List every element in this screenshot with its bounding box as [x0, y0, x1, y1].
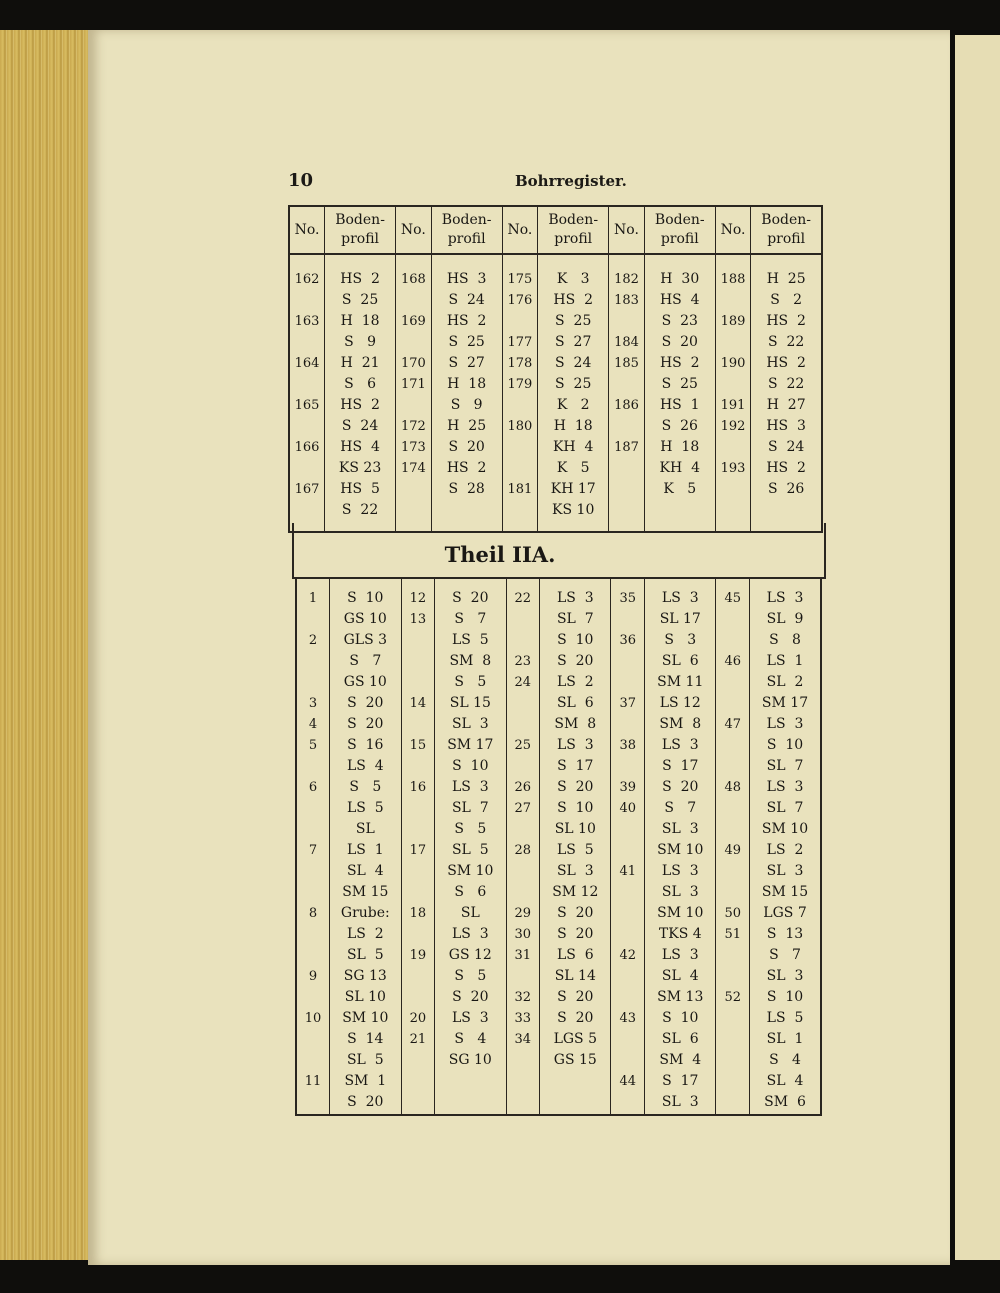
page-number: 10 — [288, 170, 314, 191]
borehole-table-bottom — [295, 578, 822, 1116]
borehole-numbers: 182 183 184 185 186 187 — [609, 254, 645, 532]
col-header-no: No. — [289, 206, 325, 254]
col-header-no: No. — [502, 206, 538, 254]
soil-profiles: LS 3 SL 17 S 3 SL 6 SM 11 LS 12 SM 8 LS 3 S 17 S 20 S 7 SL 3 SM 10 LS 3 SL 3 SM 10 TKS 4 LS 3 SL 4 SM 13 S 10 SL 6 SM 4 S 17 SL 3 — [645, 578, 716, 1115]
col-header-no: No. — [715, 206, 751, 254]
soil-profiles: S 20 S 7 LS 5 SM 8 S 5 SL 15 SL 3 SM 17 S 10 LS 3 SL 7 S 5 SL 5 SM 10 S 6 SL LS 3 GS 12 S 5 S 20 LS 3 S 4 SG 10 — [435, 578, 506, 1115]
table-body-row — [296, 578, 821, 1115]
borehole-numbers: 12 13 14 15 16 17 18 19 20 21 — [401, 578, 435, 1115]
facing-page-edge — [955, 35, 1000, 1260]
borehole-numbers: 168 169 170 171 172 173 174 — [396, 254, 432, 532]
borehole-numbers: 188 189 190 191 192 193 — [715, 254, 751, 532]
soil-profiles: LS 3 SL 7 S 10 S 20 LS 2 SL 6 SM 8 LS 3 S 17 S 20 S 10 SL 10 LS 5 SL 3 SM 12 S 20 S 20 LS 6 SL 14 S 20 S 20 LGS 5 GS 15 — [540, 578, 611, 1115]
borehole-numbers: 22 23 24 25 26 27 28 29 30 31 32 33 34 — [506, 578, 540, 1115]
soil-profiles: HS 3 S 24 HS 2 S 25 S 27 H 18 S 9 H 25 S 20 HS 2 S 28 — [431, 254, 502, 532]
soil-profiles: K 3 HS 2 S 25 S 27 S 24 S 25 K 2 H 18 KH 4 K 5 KH 17 KS 10 — [538, 254, 609, 532]
col-header-profile: Boden- profil — [751, 206, 822, 254]
book-page-edges — [0, 30, 95, 1260]
soil-profiles: LS 3 SL 9 S 8 LS 1 SL 2 SM 17 LS 3 S 10 SL 7 LS 3 SL 7 SM 10 LS 2 SL 3 SM 15 LGS 7 S 13 S 7 SL 3 S 10 LS 5 SL 1 S 4 SL 4 SM 6 — [750, 578, 821, 1115]
borehole-numbers: 1 2 3 4 5 6 7 8 9 10 11 — [296, 578, 330, 1115]
table-header-row — [289, 206, 822, 254]
borehole-numbers: 35 36 37 38 39 40 41 42 43 44 — [611, 578, 645, 1115]
soil-profiles: S 10 GS 10 GLS 3 S 7 GS 10 S 20 S 20 S 16 LS 4 S 5 LS 5 SL LS 1 SL 4 SM 15 Grube: LS 2 SL 5 SG 13 SL 10 SM 10 S 14 SL 5 SM 1 S 20 — [330, 578, 401, 1115]
soil-profiles: HS 2 S 25 H 18 S 9 H 21 S 6 HS 2 S 24 HS 4 KS 23 HS 5 S 22 — [325, 254, 396, 532]
soil-profiles: H 25 S 2 HS 2 S 22 HS 2 S 22 H 27 HS 3 S 24 HS 2 S 26 — [751, 254, 822, 532]
borehole-numbers: 175 176 177 178 179 180 181 — [502, 254, 538, 532]
col-header-no: No. — [609, 206, 645, 254]
borehole-numbers: 45 46 47 48 49 50 51 52 — [716, 578, 750, 1115]
running-title: Bohrregister. — [515, 172, 627, 190]
col-header-no: No. — [396, 206, 432, 254]
soil-profiles: H 30 HS 4 S 23 S 20 HS 2 S 25 HS 1 S 26 H 18 KH 4 K 5 — [644, 254, 715, 532]
borehole-table-top — [288, 205, 823, 533]
col-header-profile: Boden- profil — [538, 206, 609, 254]
borehole-numbers: 162 163 164 165 166 167 — [289, 254, 325, 532]
section-title: Theil IIA. — [444, 542, 556, 567]
col-header-profile: Boden- profil — [431, 206, 502, 254]
col-header-profile: Boden- profil — [644, 206, 715, 254]
table-body-row — [289, 254, 822, 532]
col-header-profile: Boden- profil — [325, 206, 396, 254]
